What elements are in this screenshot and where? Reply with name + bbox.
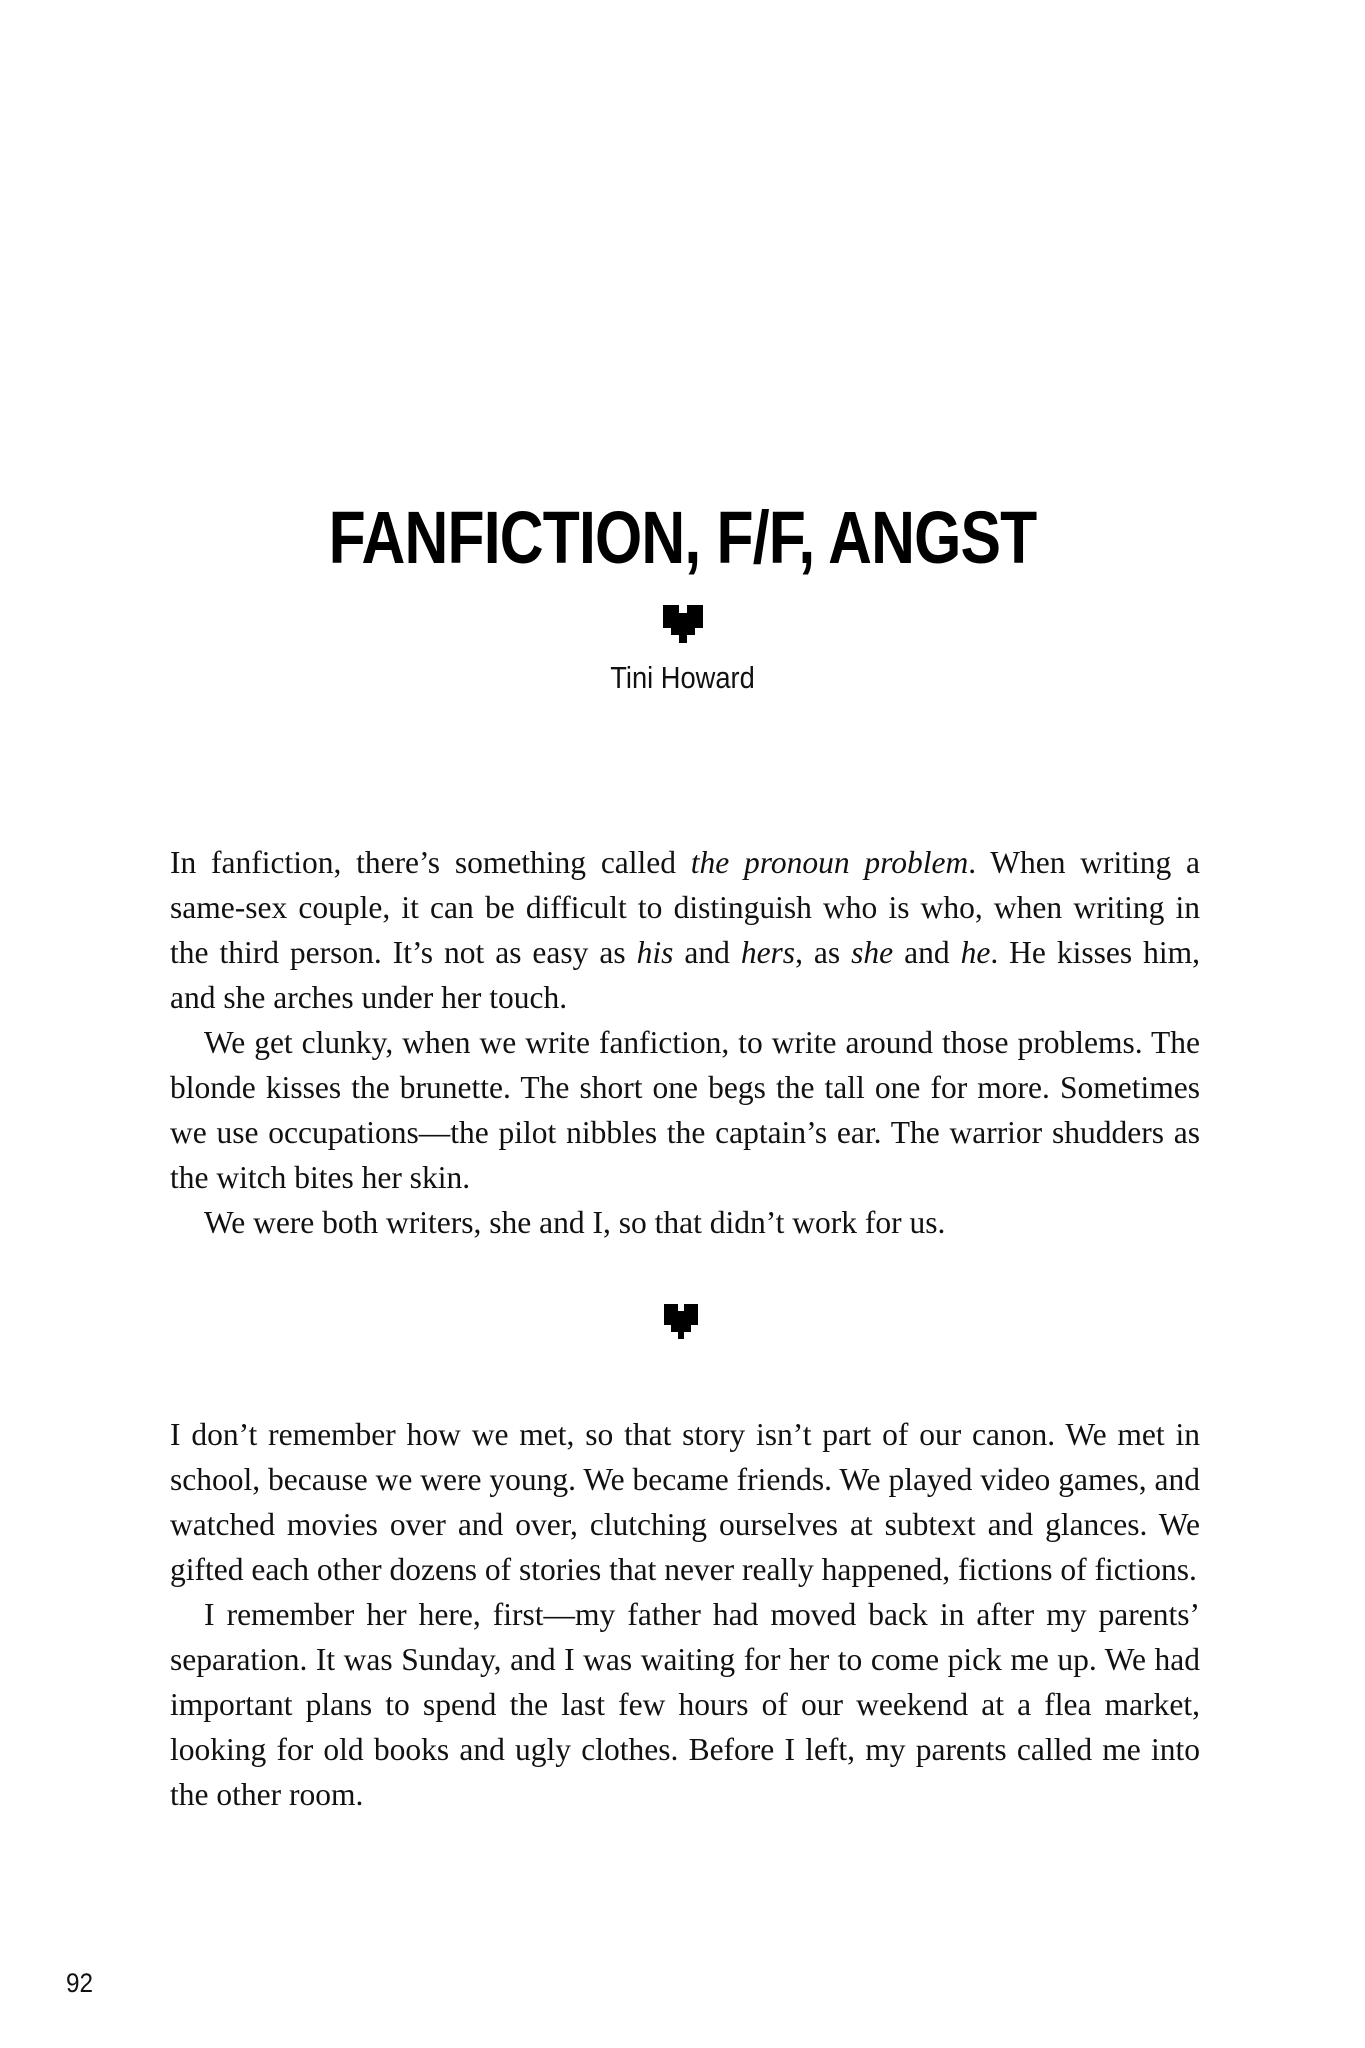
pixel-heart-cell [678,1325,685,1332]
pixel-heart-cell [691,1325,698,1332]
pixel-heart-cell [663,605,671,613]
pixel-heart-cell [679,620,687,628]
pixel-heart-cell [671,1311,678,1318]
page-number: 92 [66,1968,94,1998]
pixel-heart-cell [678,1332,685,1339]
pixel-heart-cell [671,635,679,643]
pixel-heart-cell [671,620,679,628]
pixel-heart-cell [664,1311,671,1318]
pixel-heart-cell [695,620,703,628]
pixel-heart-cell [687,613,695,621]
italic-text-run: hers [740,935,796,970]
pixel-heart-cell [664,1332,671,1339]
pixel-heart-cell [684,1318,691,1325]
paragraph [170,1200,1200,1245]
pixel-heart-cell [664,1304,671,1311]
paragraph [170,1412,1200,1592]
pixel-heart-cell [679,628,687,636]
italic-text-run: his [636,935,674,970]
text-run: We get clunky, when we write fanfiction, to write around those problems. The blonde kisses the brunette. The short one begs the tall one for more. Sometimes we use occupations—the pilot nibbles the captain’s ear. The warrior shudders as the witch bites her skin. [170,1025,1200,1195]
paragraph [170,840,1200,1020]
pixel-heart-cell [691,1311,698,1318]
pixel-heart-cell [679,613,687,621]
pixel-heart-cell [695,605,703,613]
pixel-heart-cell [664,1325,671,1332]
paragraph [170,1592,1200,1817]
pixel-heart-cell [695,635,703,643]
pixel-heart-cell [663,628,671,636]
pixel-heart-cell [663,620,671,628]
pixel-heart-cell [695,628,703,636]
pixel-heart-cell [691,1332,698,1339]
text-run: . When writing a same-sex couple, it can be difficult to distinguish who is who, when writing in the third person. It’s not as easy as [170,845,1200,970]
text-run: We were both writers, she and I, so that didn’t work for us. [204,1205,946,1240]
pixel-heart-cell [687,620,695,628]
body-text-section [170,1412,1200,1817]
pixel-heart-cell [671,1318,678,1325]
italic-text-run: he [960,935,991,970]
pixel-heart-cell [678,1318,685,1325]
pixel-heart-cell [671,1304,678,1311]
paragraph [170,1020,1200,1200]
pixel-heart-icon [664,1304,698,1339]
pixel-heart-cell [691,1304,698,1311]
pixel-heart-cell [678,1311,685,1318]
chapter-title: FANFICTION, F/F, ANGST [328,496,1037,579]
pixel-heart-cell [687,628,695,636]
pixel-heart-cell [671,605,679,613]
pixel-heart-cell [684,1325,691,1332]
pixel-heart-cell [687,605,695,613]
pixel-heart-cell [664,1318,671,1325]
body-text-section [170,840,1200,1245]
italic-text-run: the pronoun problem [690,845,969,880]
pixel-heart-cell [684,1332,691,1339]
pixel-heart-cell [671,628,679,636]
text-run: and [893,935,961,970]
text-run: . He kisses him, and she arches under her touch. [170,935,1200,1015]
italic-text-run: she [851,935,894,970]
text-run: and [673,935,741,970]
pixel-heart-cell [695,613,703,621]
text-run: I don’t remember how we met, so that story isn’t part of our canon. We met in school, because we were young. We became friends. We played video games, and watched movies over and over, clutching ourselves at subtext and glances. We gifted each other dozens of stories that never really happened, fictions of fictions. [170,1417,1200,1587]
pixel-heart-cell [687,635,695,643]
pixel-heart-cell [679,605,687,613]
pixel-heart-cell [671,1332,678,1339]
text-run: I remember her here, first—my father had moved back in after my parents’ separation. It was Sunday, and I was waiting for her to come pick me up. We had important plans to spend the last few hours of our weekend at a flea market, looking for old books and ugly clothes. Before I left, my parents called me into the other room. [170,1597,1200,1812]
author-byline: Tini Howard [610,660,755,695]
pixel-heart-cell [691,1318,698,1325]
pixel-heart-cell [663,635,671,643]
pixel-heart-cell [671,1325,678,1332]
pixel-heart-icon [663,605,703,643]
pixel-heart-cell [684,1311,691,1318]
pixel-heart-cell [663,613,671,621]
pixel-heart-cell [684,1304,691,1311]
text-run: In fanfiction, there’s something called [170,845,691,880]
pixel-heart-cell [671,613,679,621]
pixel-heart-cell [679,635,687,643]
pixel-heart-cell [678,1304,685,1311]
text-run: , as [795,935,852,970]
